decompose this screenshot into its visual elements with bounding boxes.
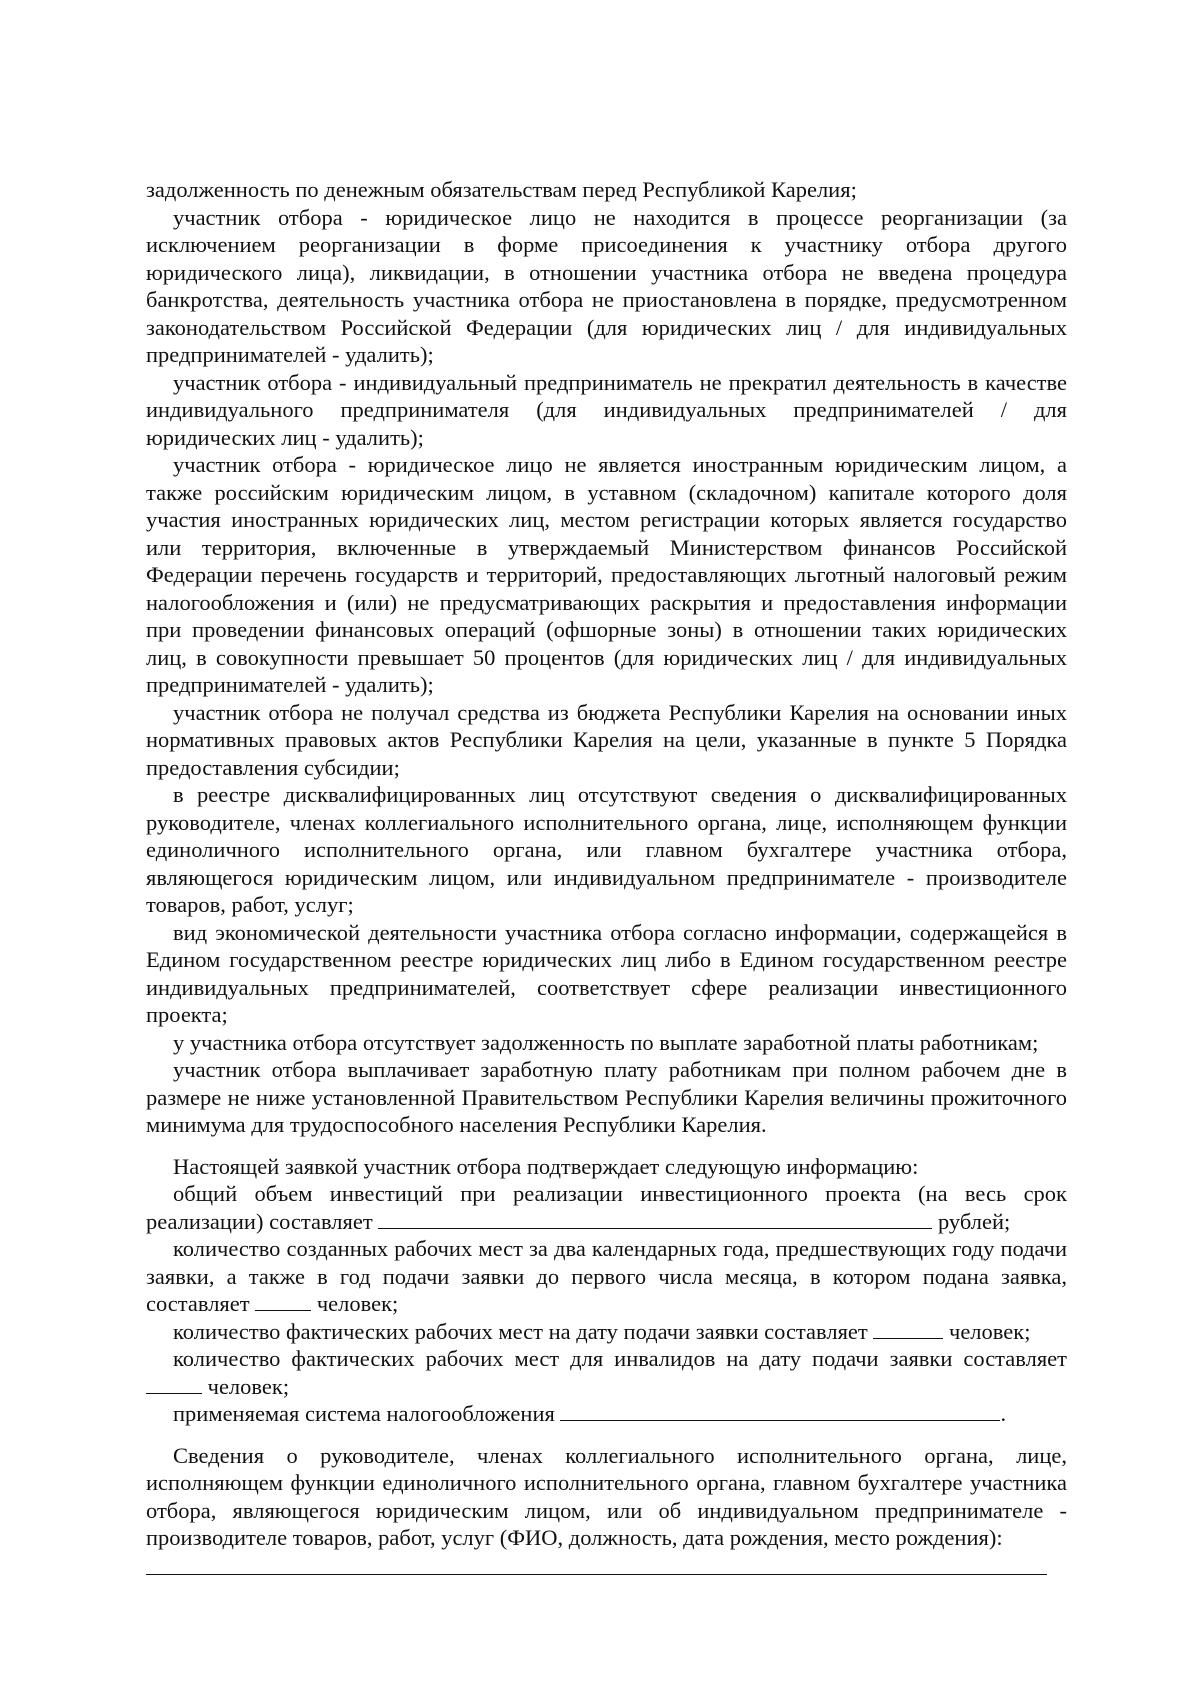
paragraph-debt-continuation: задолженность по денежным обязательствам перед Республикой Карелия; — [146, 177, 857, 202]
paragraph-confirmation-intro: Настоящей заявкой участник отбора подтверждает следующую информацию: — [173, 1153, 919, 1179]
paragraph-disabled-jobs — [146, 1345, 1067, 1400]
investment-volume-blank[interactable] — [378, 1208, 932, 1229]
disabled-jobs-unit: человек; — [202, 1373, 290, 1399]
paragraph-foreign-entity: участник отбора - юридическое лицо не является иностранным юридическим лицом, а также российским юридическим лицом, в уставном (складочном) капитале которого доля участия иностранных юридических лиц, местом регистрации которых является государство или территория, включенные в утверждаемый Министерством финансов Российской Федерации перечень государств и территорий, предоставляющих льготный налоговый режим налогообложения и (или) не предусматривающих раскрытия и предоставления информации при проведении финансовых операций (офшорные зоны) в отношении таких юридических лиц, в совокупности превышает 50 процентов (для юридических лиц / для индивидуальных предпринимателей - удалить); — [146, 452, 1067, 697]
created-jobs-unit: человек; — [311, 1291, 399, 1316]
management-info-blank-line[interactable] — [146, 1562, 1047, 1575]
paragraph-actual-jobs — [146, 1318, 1067, 1346]
paragraph-legal-entity-status: участник отбора - юридическое лицо не находится в процессе реорганизации (за исключением реорганизации в форме присоединения к участнику отбора другого юридического лица), ликвидации, в отношении участника отбора не введена процедура банкротства, деятельность участника отбора не приостановлена в порядке, предусмотренном законодательством Российской Федерации (для юридических лиц / для индивидуальных предпринимателей - удалить); — [146, 204, 1067, 367]
paragraph-budget-funds: участник отбора не получал средства из бюджета Республики Карелия на основании иных нормативных правовых актов Республики Карелия на цели, указанные в пункте 5 Порядка предоставления субсидии; — [146, 699, 1067, 780]
tax-system-blank[interactable] — [560, 1400, 1000, 1421]
actual-jobs-text: количество фактических рабочих мест на дату подачи заявки составляет — [173, 1318, 874, 1344]
disabled-jobs-text: количество фактических рабочих мест для инвалидов на дату подачи заявки составляет — [173, 1346, 1067, 1371]
paragraph-salary-debt: у участника отбора отсутствует задолженность по выплате заработной платы работникам; — [173, 1029, 1039, 1055]
paragraph-disqualified-registry: в реестре дисквалифицированных лиц отсутствуют сведения о дисквалифицированных руководителе, членах коллегиального исполнительного органа, лице, исполняющем функции единоличного исполнительного органа, или главном бухгалтере участника отбора, являющегося юридическим лицом, или индивидуальном предпринимателе - производителе товаров, работ, услуг; — [146, 782, 1067, 917]
paragraph-created-jobs — [146, 1235, 1067, 1318]
actual-jobs-blank[interactable] — [873, 1318, 943, 1339]
paragraph-minimum-wage: участник отбора выплачивает заработную плату работникам при полном рабочем дне в размере не ниже установленной Правительством Республики Карелия величины прожиточного минимума для трудоспособного населения Республики Карелия. — [146, 1057, 1067, 1137]
disabled-jobs-blank[interactable] — [146, 1373, 202, 1394]
paragraph-management-info: Сведения о руководителе, членах коллегиального исполнительного органа, лице, исполняющем функции единоличного исполнительного органа, главном бухгалтере участника отбора, являющегося юридическим лицом, или об индивидуальном предпринимателе - производителе товаров, работ, услуг (ФИО, должность, дата рождения, место рождения): — [146, 1442, 1067, 1550]
document-page — [146, 176, 1067, 1575]
tax-system-text: применяемая система налогообложения — [173, 1401, 561, 1426]
tax-system-end: . — [1000, 1401, 1007, 1426]
created-jobs-text: количество созданных рабочих мест за два календарных года, предшествующих году подачи заявки, а также в год подачи заявки до первого числа месяца, в котором подана заявка, составляет — [146, 1236, 1067, 1316]
actual-jobs-unit: человек; — [943, 1318, 1031, 1344]
created-jobs-blank[interactable] — [255, 1290, 311, 1311]
paragraph-economic-activity: вид экономической деятельности участника отбора согласно информации, содержащейся в Едином государственном реестре юридических лиц либо в Едином государственном реестре индивидуальных предпринимателей, соответствует сфере реализации инвестиционного проекта; — [146, 919, 1067, 1027]
investment-volume-text: общий объем инвестиций при реализации инвестиционного проекта (на весь срок реализации) составляет — [146, 1181, 1067, 1234]
paragraph-tax-system — [146, 1400, 1067, 1428]
paragraph-entrepreneur-status: участник отбора - индивидуальный предприниматель не прекратил деятельность в качестве индивидуального предпринимателя (для индивидуальных предпринимателей / для юридических лиц - удалить); — [146, 369, 1067, 450]
paragraph-investment-volume — [146, 1180, 1067, 1235]
investment-volume-unit: рублей; — [932, 1208, 1011, 1234]
